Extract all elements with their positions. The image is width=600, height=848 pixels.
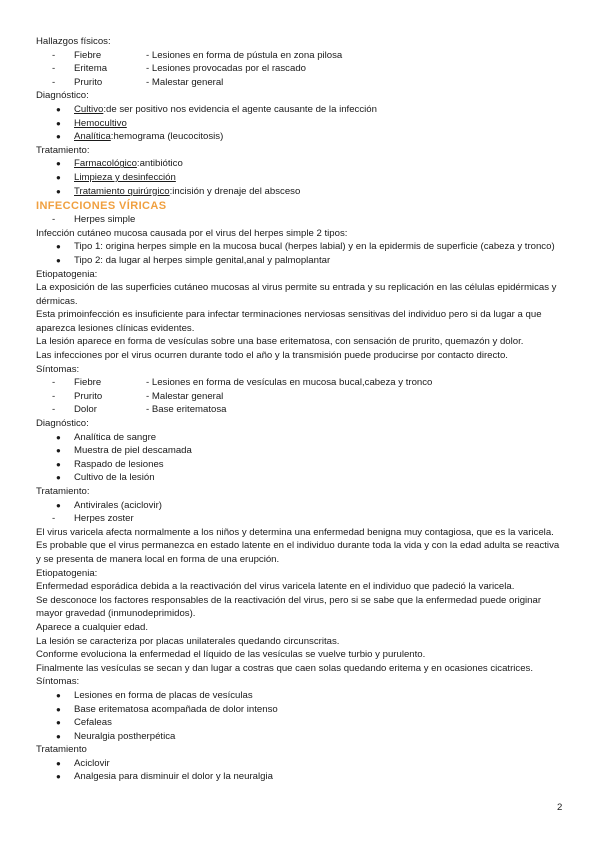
bullet-icon: ● [56, 690, 61, 700]
bullet-icon: ● [56, 104, 61, 114]
item-text [74, 157, 183, 171]
row-term: Prurito [74, 390, 103, 402]
item-text: Neuralgia postherpética [74, 730, 176, 742]
list-item [36, 254, 566, 268]
dash-mark: - [52, 390, 56, 402]
paragraph: La exposición de las superficies cutáneo mucosas al virus permite su entrada y su replicación en las células epidérmicas y dérmicas. [36, 282, 557, 307]
hz-trat-heading: Tratamiento [36, 744, 87, 756]
dash-mark: - [52, 404, 56, 416]
bullet-icon: ● [56, 473, 61, 483]
paragraph: Esta primoinfección es insuficiente para infectar terminaciones nerviosas sensitivas del individuo pero si da lugar a que aparezca lesiones clínicas evidentes. [36, 309, 542, 334]
bullet-icon: ● [56, 159, 61, 169]
dash-mark: - [52, 63, 56, 75]
item-rest: :hemograma (leucocitosis) [110, 131, 224, 143]
bullet-icon: ● [56, 500, 61, 510]
item-rest: :antibiótico [136, 158, 183, 170]
dash-mark: - [52, 377, 56, 389]
list-item [36, 730, 566, 744]
item-text: Antivirales (aciclovir) [74, 499, 162, 511]
bullet-icon: ● [56, 432, 61, 442]
row-term: Prurito [74, 76, 103, 88]
list-item [36, 444, 566, 458]
paragraph: Aparece a cualquier edad. [36, 621, 149, 633]
bullet-icon: ● [56, 718, 61, 728]
paragraph: Es probable que el virus permanezca en estado latente en el individuo durante toda la vida y con la edad adulta se reactiva y se presenta de manera local en forma de una erupción. [36, 540, 560, 565]
item-text: Raspado de lesiones [74, 458, 164, 470]
herpes-simple-label: Herpes simple [74, 214, 136, 226]
dash-row [36, 76, 566, 90]
list-item [36, 117, 566, 131]
dash-row [36, 49, 566, 63]
row-description: - Base eritematosa [146, 404, 227, 416]
item-text: Aciclovir [74, 757, 110, 769]
row-description: - Lesiones en forma de pústula en zona pilosa [146, 49, 343, 61]
dash-mark: - [52, 214, 56, 226]
list-item [36, 716, 566, 730]
hz-etio-heading: Etiopatogenia: [36, 567, 98, 579]
herpes-simple-intro: Infección cutáneo mucosa causada por el virus del herpes simple 2 tipos: [36, 227, 348, 239]
bullet-icon: ● [56, 758, 61, 768]
paragraph: La lesión se caracteriza por placas unilaterales quedando circunscritas. [36, 635, 340, 647]
row-description: - Lesiones en forma de vesículas en mucosa bucal,cabeza y tronco [146, 377, 433, 389]
bullet-icon: ● [56, 772, 61, 782]
list-item [36, 185, 566, 199]
hallazgos-heading: Hallazgos físicos: [36, 36, 111, 47]
herpes-simple-title [36, 213, 566, 227]
paragraph: Las infecciones por el virus ocurren durante todo el año y la transmisión puede producirse por contacto directo. [36, 350, 508, 362]
item-underlined: Analítica [74, 131, 111, 143]
list-item [36, 770, 566, 784]
bullet-icon: ● [56, 172, 61, 182]
page-number: 2 [557, 802, 563, 813]
item-underlined: Hemocultivo [74, 117, 127, 129]
hs-sintomas-heading: Síntomas: [36, 363, 80, 375]
dash-mark: - [52, 513, 56, 525]
dash-row [36, 403, 566, 417]
item-underlined: Limpieza y desinfección [74, 171, 176, 183]
item-text: Base eritematosa acompañada de dolor intenso [74, 703, 278, 715]
hs-trat-heading: Tratamiento: [36, 486, 90, 497]
paragraph: Finalmente las vesículas se secan y dan lugar a costras que caen solas quedando eritema y en ocasiones cicatrices. [36, 662, 534, 674]
list-item [36, 240, 566, 254]
hs-etio-heading: Etiopatogenia: [36, 268, 98, 280]
dash-row [36, 390, 566, 404]
list-item [36, 171, 566, 185]
document-page [36, 35, 566, 784]
row-term: Eritema [74, 63, 108, 75]
list-item [36, 689, 566, 703]
item-text [74, 103, 377, 117]
bullet-icon: ● [56, 731, 61, 741]
herpes-zoster-title [36, 512, 566, 526]
item-text: Tipo 2: da lugar al herpes simple genital,anal y palmoplantar [74, 254, 331, 266]
dash-row [36, 62, 566, 76]
item-rest: :incisión y drenaje del absceso [169, 185, 301, 197]
row-term: Fiebre [74, 49, 102, 61]
dash-mark: - [52, 49, 56, 61]
row-term: Fiebre [74, 377, 102, 389]
tratamiento-heading: Tratamiento: [36, 144, 90, 156]
hz-sintomas-heading: Síntomas: [36, 676, 80, 688]
bullet-icon: ● [56, 186, 61, 196]
item-underlined: Cultivo [74, 103, 104, 115]
bullet-icon: ● [56, 118, 61, 128]
row-description: - Lesiones provocadas por el rascado [146, 63, 306, 75]
diagnostico-heading: Diagnóstico: [36, 90, 89, 102]
bullet-icon: ● [56, 255, 61, 265]
row-description: - Malestar general [146, 390, 224, 402]
item-text: Analgesia para disminuir el dolor y la neuralgia [74, 771, 273, 783]
list-item [36, 103, 566, 117]
dash-mark: - [52, 76, 56, 88]
paragraph: La lesión aparece en forma de vesículas sobre una base eritematosa, con sensación de prurito, quemazón y dolor. [36, 336, 524, 348]
section-title: INFECCIONES VÍRICAS [36, 200, 167, 213]
item-text: Muestra de piel descamada [74, 445, 192, 457]
paragraph: Conforme evoluciona la enfermedad el líquido de las vesículas se vuelve turbio y purulento. [36, 649, 426, 661]
herpes-zoster-label: Herpes zoster [74, 513, 134, 525]
list-item [36, 431, 566, 445]
item-rest: :de ser positivo nos evidencia el agente causante de la infección [103, 103, 377, 115]
item-text [74, 185, 300, 199]
hs-diag-heading: Diagnóstico: [36, 418, 89, 430]
list-item [36, 458, 566, 472]
item-text [74, 171, 176, 185]
item-text: Cefaleas [74, 717, 112, 729]
row-description: - Malestar general [146, 76, 224, 88]
item-text: Cultivo de la lesión [74, 472, 155, 484]
bullet-icon: ● [56, 242, 61, 252]
paragraph: El virus varicela afecta normalmente a los niños y determina una enfermedad benigna muy contagiosa, que es la varicela. [36, 526, 554, 538]
bullet-icon: ● [56, 446, 61, 456]
bullet-icon: ● [56, 132, 61, 142]
list-item [36, 703, 566, 717]
bullet-icon: ● [56, 704, 61, 714]
item-text [74, 130, 223, 144]
list-item [36, 499, 566, 513]
list-item [36, 130, 566, 144]
list-item [36, 157, 566, 171]
paragraph: Enfermedad esporádica debida a la reactivación del virus varicela latente en el individuo que padeció la varicela. [36, 581, 515, 593]
list-item [36, 757, 566, 771]
dash-row [36, 376, 566, 390]
item-text: Analítica de sangre [74, 431, 157, 443]
item-underlined: Tratamiento quirúrgico [74, 185, 170, 197]
row-term: Dolor [74, 404, 97, 416]
item-text: Lesiones en forma de placas de vesículas [74, 689, 253, 701]
list-item [36, 471, 566, 485]
item-text: Tipo 1: origina herpes simple en la mucosa bucal (herpes labial) y en la epidermis de superficie (cabeza y tronco) [74, 241, 555, 253]
paragraph: Se desconoce los factores responsables de la reactivación del virus, pero si se sabe que la enfermedad puede originar mayor gravedad (inmunodeprimidos). [36, 594, 542, 620]
bullet-icon: ● [56, 459, 61, 469]
item-text [74, 117, 127, 131]
item-underlined: Farmacológico [74, 158, 137, 170]
